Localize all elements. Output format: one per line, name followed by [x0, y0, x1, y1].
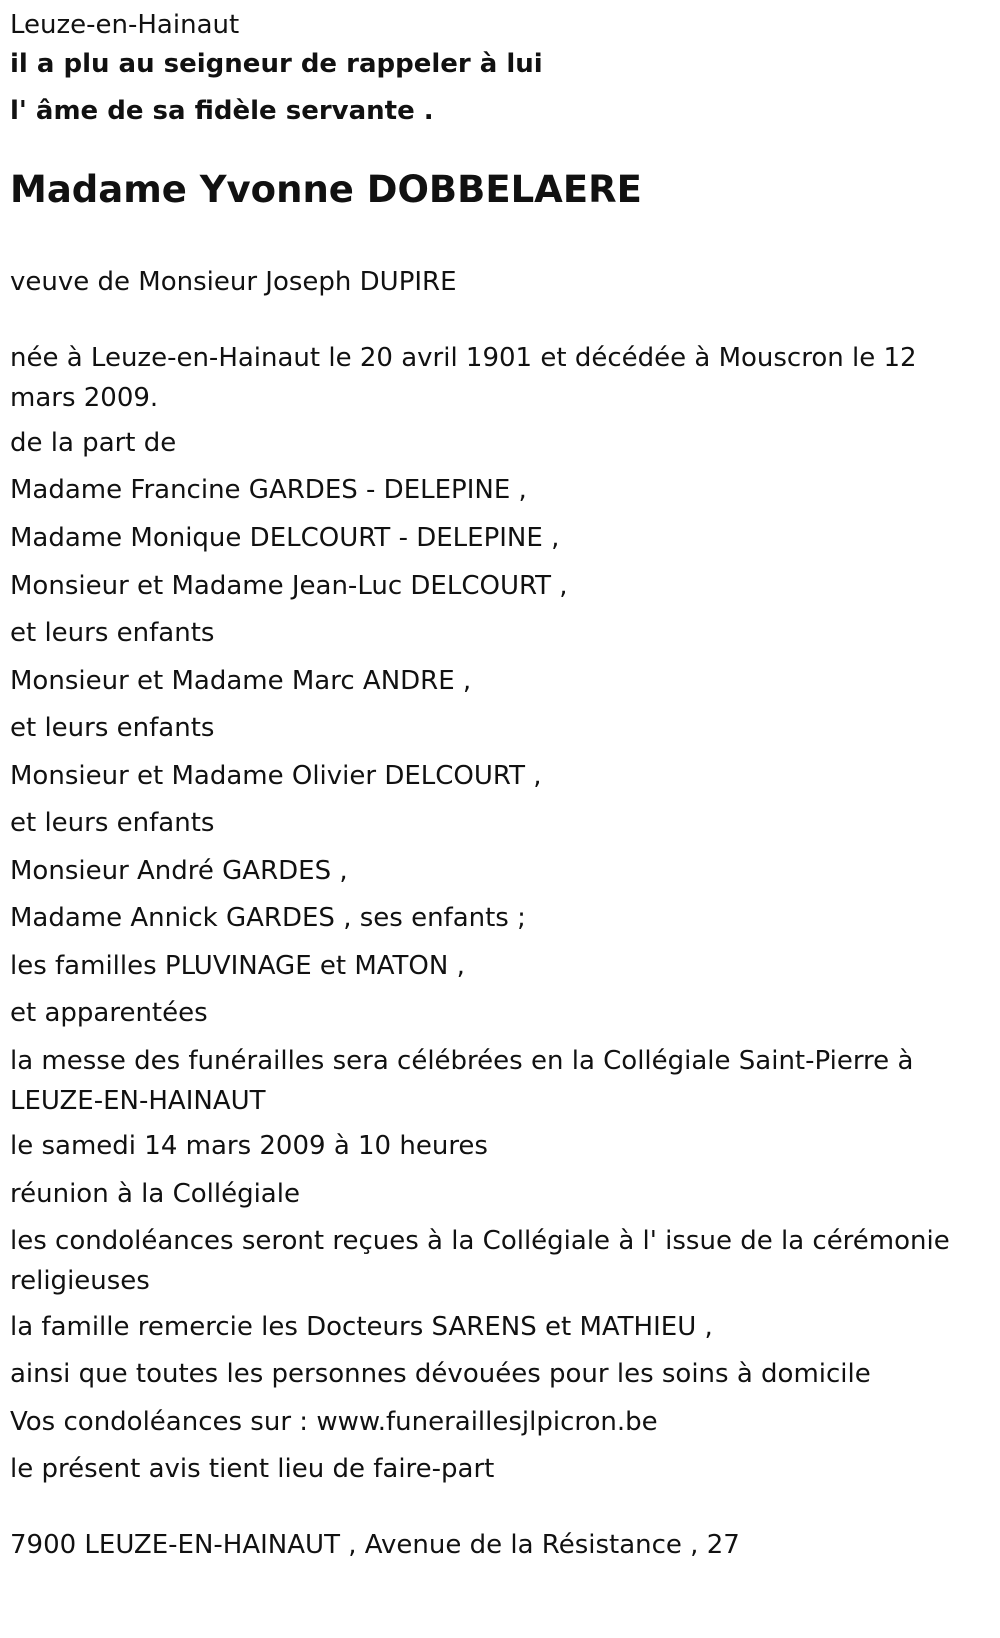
family-member: et leurs enfants — [10, 713, 215, 743]
online-condolences: Vos condoléances sur : www.funeraillesjlpicron.be — [10, 1407, 658, 1437]
family-member: Monsieur André GARDES , — [10, 856, 348, 886]
family-intro: de la part de — [10, 428, 177, 458]
place-header: Leuze-en-Hainaut — [10, 10, 240, 40]
thanks-carers: ainsi que toutes les personnes dévouées pour les soins à domicile — [10, 1359, 871, 1389]
family-member: et leurs enfants — [10, 618, 215, 648]
deceased-name: Madame Yvonne DOBBELAERE — [10, 168, 642, 211]
family-member: et apparentées — [10, 998, 208, 1028]
mass-line: la messe des funérailles sera célébrées en la Collégiale Saint-Pierre à LEUZE-EN-HAINAUT — [10, 1046, 914, 1116]
intro-line-1: il a plu au seigneur de rappeler à lui — [10, 49, 543, 79]
family-member: les familles PLUVINAGE et MATON , — [10, 951, 465, 981]
family-member: Madame Francine GARDES - DELEPINE , — [10, 475, 527, 505]
family-member: Monsieur et Madame Jean-Luc DELCOURT , — [10, 571, 568, 601]
condolences-line: les condoléances seront reçues à la Collégiale à l' issue de la cérémonie religieuses — [10, 1226, 950, 1296]
intro-line-2: l' âme de sa fidèle servante . — [10, 96, 434, 126]
spouse-line: veuve de Monsieur Joseph DUPIRE — [10, 267, 457, 297]
date-line: le samedi 14 mars 2009 à 10 heures — [10, 1131, 488, 1161]
thanks-doctors: la famille remercie les Docteurs SARENS et MATHIEU , — [10, 1312, 713, 1342]
family-member: Monsieur et Madame Marc ANDRE , — [10, 666, 472, 696]
family-member: Monsieur et Madame Olivier DELCOURT , — [10, 761, 542, 791]
address-line: 7900 LEUZE-EN-HAINAUT , Avenue de la Résistance , 27 — [10, 1530, 740, 1560]
family-member: Madame Annick GARDES , ses enfants ; — [10, 903, 526, 933]
family-member: Madame Monique DELCOURT - DELEPINE , — [10, 523, 560, 553]
family-member: et leurs enfants — [10, 808, 215, 838]
notice-line: le présent avis tient lieu de faire-part — [10, 1454, 495, 1484]
birth-death-line: née à Leuze-en-Hainaut le 20 avril 1901 et décédée à Mouscron le 12 mars 2009. — [10, 343, 917, 413]
meeting-line: réunion à la Collégiale — [10, 1179, 300, 1209]
